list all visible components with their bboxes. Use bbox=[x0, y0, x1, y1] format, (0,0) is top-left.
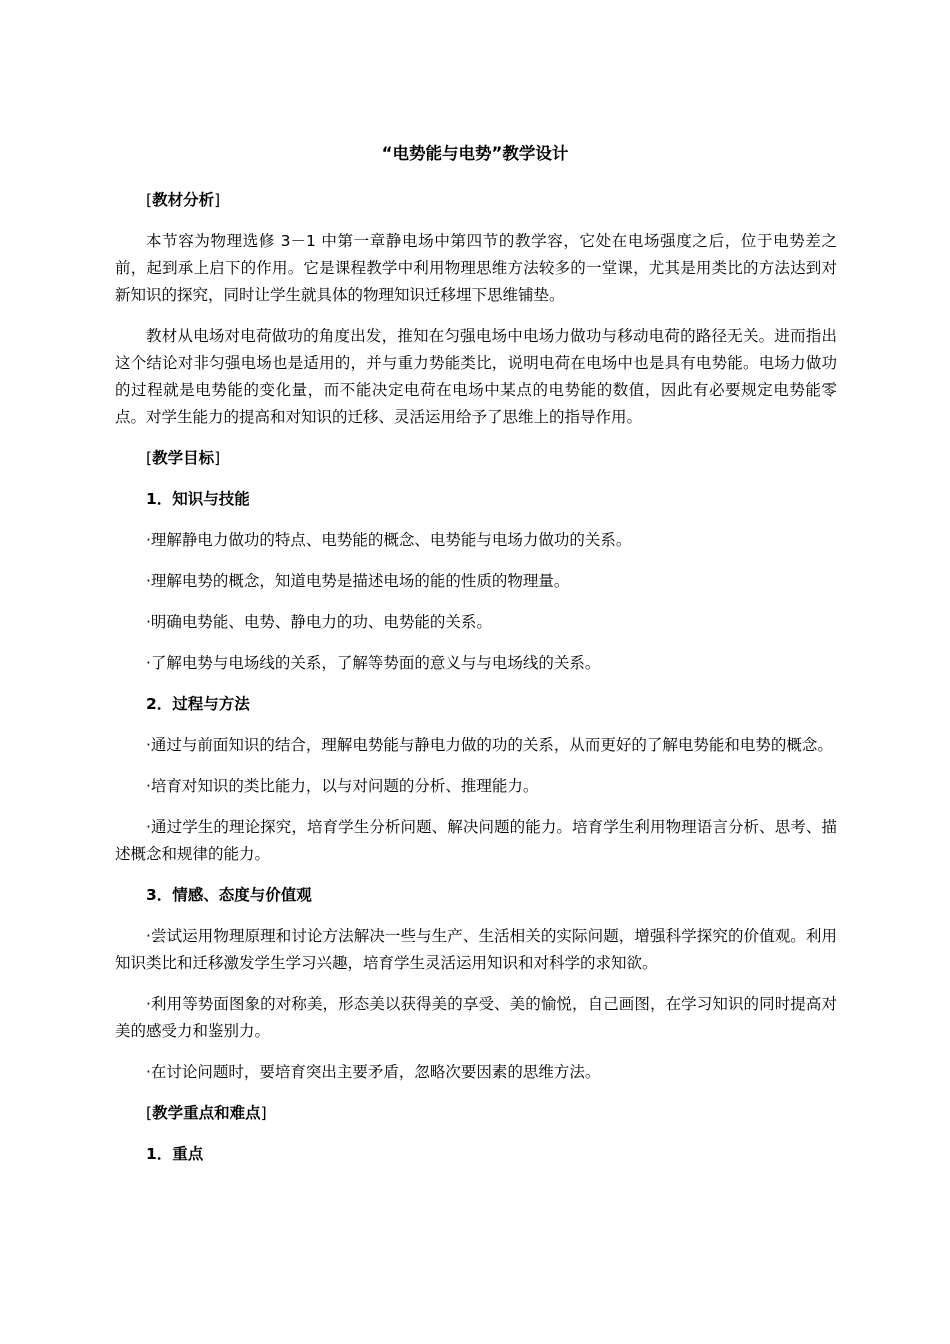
list-item: ·利用等势面图象的对称美，形态美以获得美的享受、美的愉悦，自己画图，在学习知识的同时提高对美的感受力和鉴别力。 bbox=[115, 995, 837, 1040]
subheading-knowledge-skills: 1．知识与技能 bbox=[146, 490, 250, 508]
document-title: “电势能与电势”教学设计 bbox=[381, 144, 569, 163]
section-heading-textbook-analysis: [教材分析] bbox=[146, 191, 221, 209]
list-item: ·明确电势能、电势、静电力的功、电势能的关系。 bbox=[146, 613, 492, 631]
paragraph: 教材从电场对电荷做功的角度出发，推知在匀强电场中电场力做功与移动电荷的路径无关。进而指出这个结论对非匀强电场也是适用的，并与重力势能类比，说明电荷在电场中也是具有电势能。电场力做功的过程就是电势能的变化量，而不能决定电荷在电场中某点的电势能的数值，因此有必要规定电势能零点。对学生能力的提高和对知识的迁移、灵活运用给予了思维上的指导作用。 bbox=[115, 327, 837, 426]
subheading-attitudes-values: 3．情感、态度与价值观 bbox=[146, 886, 312, 904]
section-heading-teaching-goals: [教学目标] bbox=[146, 449, 221, 467]
section-heading-label: 教学目标 bbox=[152, 449, 215, 467]
list-item: ·理解电势的概念，知道电势是描述电场的能的性质的物理量。 bbox=[146, 572, 570, 590]
list-item: ·理解静电力做功的特点、电势能的概念、电势能与电场力做功的关系。 bbox=[146, 531, 632, 549]
section-heading-label: 教材分析 bbox=[152, 191, 215, 209]
list-item: ·通过学生的理论探究，培育学生分析问题、解决问题的能力。培育学生利用物理语言分析、思考、描述概念和规律的能力。 bbox=[115, 818, 837, 863]
list-item: ·通过与前面知识的结合，理解电势能与静电力做的功的关系，从而更好的了解电势能和电势的概念。 bbox=[146, 736, 833, 754]
subheading-process-methods: 2．过程与方法 bbox=[146, 695, 250, 713]
list-item: ·在讨论问题时，要培育突出主要矛盾，忽略次要因素的思维方法。 bbox=[146, 1063, 601, 1081]
list-item: ·尝试运用物理原理和讨论方法解决一些与生产、生活相关的实际问题，增强科学探究的价值观。利用知识类比和迁移激发学生学习兴趣，培育学生灵活运用知识和对科学的求知欲。 bbox=[115, 927, 837, 972]
subheading-key-point: 1．重点 bbox=[146, 1145, 204, 1163]
section-heading-key-points: [教学重点和难点] bbox=[146, 1104, 267, 1122]
section-heading-label: 教学重点和难点 bbox=[152, 1104, 261, 1122]
document-body bbox=[115, 187, 837, 1182]
paragraph: 本节容为物理选修 3－1 中第一章静电场中第四节的教学容，它处在电场强度之后，位于电势差之前，起到承上启下的作用。它是课程教学中利用物理思维方法较多的一堂课，尤其是用类比的方法达到对新知识的探究，同时让学生就具体的物理知识迁移埋下思维铺垫。 bbox=[115, 232, 837, 304]
list-item: ·培育对知识的类比能力，以与对问题的分析、推理能力。 bbox=[146, 777, 539, 795]
list-item: ·了解电势与电场线的关系，了解等势面的意义与与电场线的关系。 bbox=[146, 654, 601, 672]
